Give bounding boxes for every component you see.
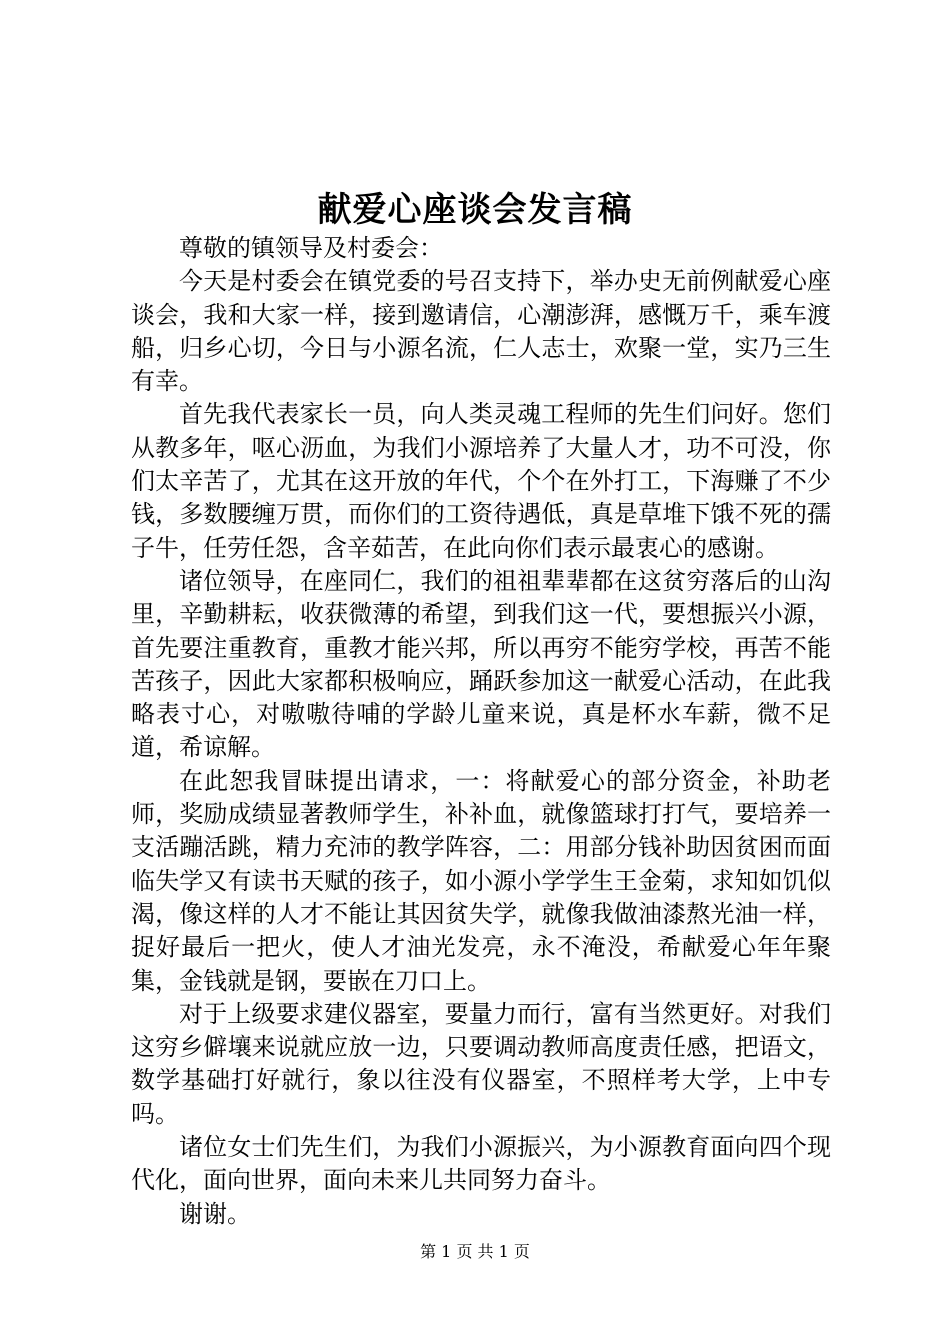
document-title: 献爱心座谈会发言稿 [317,190,633,230]
paragraph: 今天是村委会在镇党委的号召支持下，举办史无前例献爱心座谈会，我和大家一样，接到邀请信，心潮澎湃，感慨万千，乘车渡船，归乡心切，今日与小源名流，仁人志士，欢聚一堂，实乃三生有幸。 [131,267,831,396]
document-body [131,232,831,1231]
paragraph: 对于上级要求建仪器室，要量力而行，富有当然更好。对我们这穷乡僻壤来说就应放一边，只要调动教师高度责任感，把语文，数学基础打好就行，象以往没有仪器室，不照样考大学，上中专吗。 [131,999,831,1128]
closing: 谢谢。 [179,1199,251,1228]
paragraph: 在此恕我冒昧提出请求，一：将献爱心的部分资金，补助老师，奖励成绩显著教师学生，补补血，就像篮球打打气，要培养一支活蹦活跳，精力充沛的教学阵容，二：用部分钱补助因贫困而面临失学又有读书天赋的孩子，如小源小学学生王金菊，求知如饥似渴，像这样的人才不能让其因贫失学，就像我做油漆熬光油一样，捉好最后一把火，使人才油光发亮，永不淹没，希献爱心年年聚集，金钱就是钢，要嵌在刀口上。 [131,766,831,995]
paragraph: 诸位女士们先生们，为我们小源振兴，为小源教育面向四个现代化，面向世界，面向未来儿共同努力奋斗。 [131,1133,831,1195]
salutation: 尊敬的镇领导及村委会： [179,234,443,262]
paragraph: 首先我代表家长一员，向人类灵魂工程师的先生们问好。您们从教多年，呕心沥血，为我们小源培养了大量人才，功不可没，你们太辛苦了，尤其在这开放的年代，个个在外打工，下海赚了不少钱，多数腰缠万贯，而你们的工资待遇低，真是草堆下饿不死的孺子牛，任劳任怨，含辛茹苦，在此向你们表示最衷心的感谢。 [131,400,831,562]
page-footer: 第 1 页 共 1 页 [420,1242,530,1261]
paragraph: 诸位领导，在座同仁，我们的祖祖辈辈都在这贫穷落后的山沟里，辛勤耕耘，收获微薄的希望，到我们这一代，要想振兴小源，首先要注重教育，重教才能兴邦，所以再穷不能穷学校，再苦不能苦孩子，因此大家都积极响应，踊跃参加这一献爱心活动，在此我略表寸心，对嗷嗷待哺的学龄儿童来说，真是杯水车薪，微不足道，希谅解。 [131,566,831,762]
